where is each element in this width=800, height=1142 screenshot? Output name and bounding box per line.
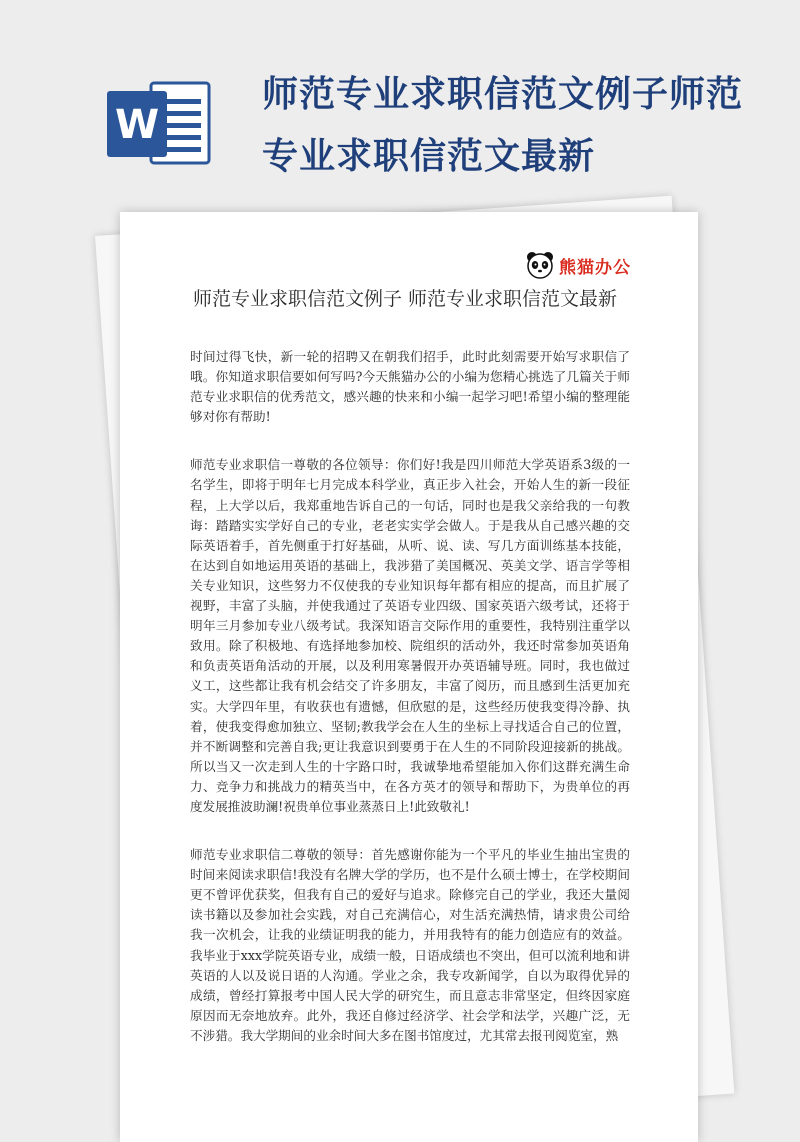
paragraph-letter-two: 师范专业求职信二尊敬的领导：首先感谢你能为一个平凡的毕业生抽出宝贵的时间来阅读求职信!我没有名牌大学的学历，也不是什么硕士博士，在学校期间更不曾评优获奖，但我有自己的爱好与追求。除修完自己的学业，我还大量阅读书籍以及参加社会实践，对自己充满信心，对生活充满热情，请求贵公司给我一次机会，让我的业绩证明我的能力，并用我特有的能力创造应有的效益。我毕业于xxx学院英语专业，成绩一般，日语成绩也不突出，但可以流利地和讲英语的人以及说日语的人沟通。学业之余，我专攻新闻学，自以为取得优异的成绩，曾经打算报考中国人民大学的研究生，而且意志非常坚定，但终因家庭原因而无奈地放弃。此外，我还自修过经济学、社会学和法学，兴趣广泛，无不涉猎。我大学期间的业余时间大多在图书馆度过，尤其常去报刊阅览室，熟 bbox=[190, 847, 630, 1043]
word-icon bbox=[107, 75, 212, 170]
brand-name: 熊猫办公 bbox=[559, 257, 631, 278]
page-title: 师范专业求职信范文例子师范专业求职信范文最新 bbox=[262, 74, 744, 177]
document-title: 师范专业求职信范文例子 师范专业求职信范文最新 bbox=[193, 288, 618, 310]
brand-logo bbox=[525, 248, 631, 282]
paragraph-intro: 时间过得飞快，新一轮的招聘又在朝我们招手，此时此刻需要开始写求职信了哦。你知道求职信要如何写吗?今天熊猫办公的小编为您精心挑选了几篇关于师范专业求职信的优秀范文，感兴趣的快来和小编一起学习吧!希望小编的整理能够对你有帮助! bbox=[190, 349, 630, 425]
panda-icon bbox=[525, 250, 555, 280]
document-body bbox=[190, 347, 630, 1074]
document-page bbox=[120, 212, 698, 1142]
paragraph-letter-one: 师范专业求职信一尊敬的各位领导：你们好!我是四川师范大学英语系3级的一名学生，即将于明年七月完成本科学业，真正步入社会，开始人生的新一段征程，上大学以后，我郑重地告诉自己的一句话，同时也是我父亲给我的一句教诲：踏踏实实学好自己的专业，老老实实学会做人。于是我从自己感兴趣的交际英语着手，首先侧重于打好基础，从听、说、读、写几方面训练基本技能，在达到自如地运用英语的基础上，我涉猎了美国概况、英美文学、语言学等相关专业知识，这些努力不仅使我的专业知识每年都有相应的提高，而且扩展了视野，丰富了头脑，并使我通过了英语专业四级、国家英语六级考试，还将于明年三月参加专业八级考试。我深知语言交际作用的重要性，我特别注重学以致用。除了积极地、有选择地参加校、院组织的活动外，我还时常参加英语角和负责英语角活动的开展，以及利用寒暑假开办英语辅导班。同时，我也做过义工，这些都让我有机会结交了许多朋友，丰富了阅历，而且感到生活更加充实。大学四年里，有收获也有遗憾，但欣慰的是，这些经历使我变得冷静、执着，使我变得愈加独立、坚韧;教我学会在人生的坐标上寻找适合自己的位置，并不断调整和完善自我;更让我意识到要勇于在人生的不同阶段迎接新的挑战。所以当又一次走到人生的十字路口时，我诚挚地希望能加入你们这群充满生命力、竞争力和挑战力的精英当中，在各方英才的领导和帮助下，为贵单位的再度发展推波助澜!祝贵单位事业蒸蒸日上!此致敬礼! bbox=[190, 457, 630, 814]
svg-text:W: W bbox=[114, 102, 160, 148]
